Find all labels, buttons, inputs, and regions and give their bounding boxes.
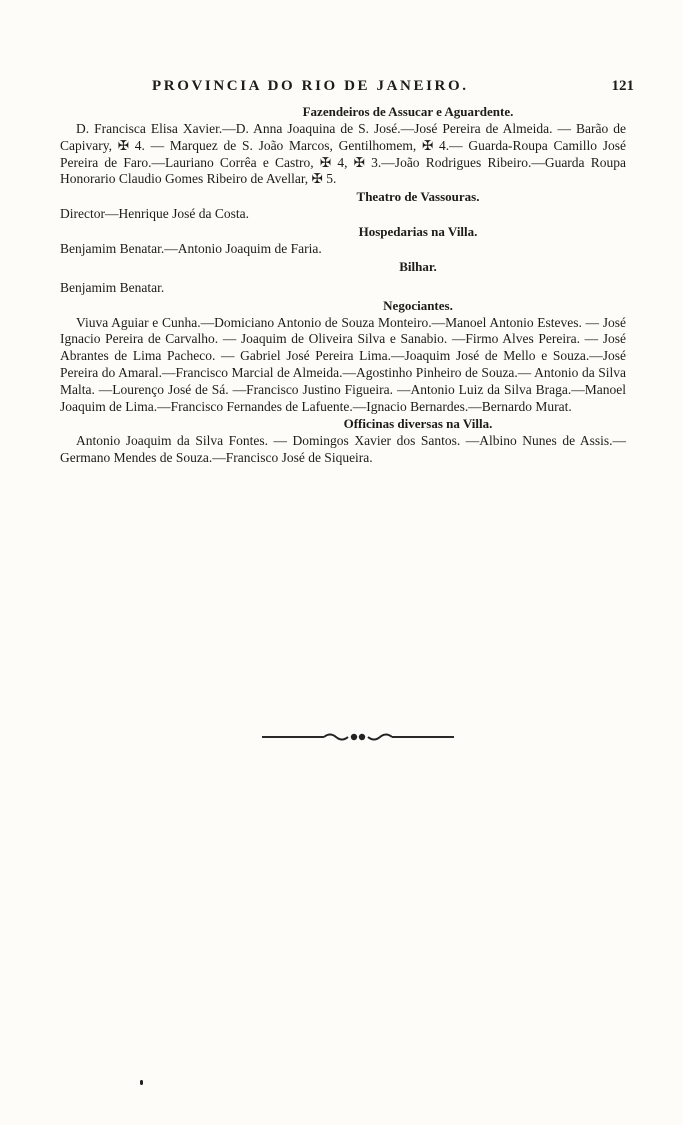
section-heading: Officinas diversas na Villa. [343, 416, 493, 432]
ornament-rule-right [392, 736, 454, 738]
section-heading: Hospedarias na Villa. [358, 223, 478, 239]
page-header-title: PROVINCIA DO RIO DE JANEIRO. [152, 78, 469, 94]
section-heading: Theatro de Vassouras. [356, 189, 480, 205]
section-paragraph: Benjamim Benatar. [60, 279, 165, 295]
section-heading: Negociantes. [383, 297, 453, 313]
page-number: 121 [611, 78, 634, 94]
ornament-rule-left [262, 736, 324, 738]
section-paragraph: Antonio Joaquim da Silva Fontes. — Domingos Xavier dos Santos. —Albino Nunes de Assis.— Germano Mendes de Souza.—Francisco José de Siqueira. [60, 433, 626, 466]
ornament-divider [262, 730, 454, 744]
running-head [60, 78, 634, 100]
section-paragraph: Director—Henrique José da Costa. [60, 206, 249, 222]
section-paragraph: D. Francisca Elisa Xavier.—D. Anna Joaquina de S. José.—José Pereira de Almeida. — Barão de Capivary, ✠ 4. — Marquez de S. João Marcos, Gentilhomem, ✠ 4.— Guarda-Roupa Camillo José Pereira de Faro.—Lauriano Corrêa e Castro, ✠ 4, ✠ 3.—João Rodrigues Ribeiro.—Guarda Roupa Honorario Claudio Gomes Ribeiro de Avellar, ✠ 5. [60, 121, 626, 187]
ink-speck [140, 1080, 143, 1085]
section-heading: Fazendeiros de Assucar e Aguardente. [302, 104, 514, 119]
section-paragraph: Viuva Aguiar e Cunha.—Domiciano Antonio de Souza Monteiro.—Manoel Antonio Esteves. — José Ignacio Pereira de Carvalho. — Joaquim de Oliveira Silva e Sanabio. —Firmo Alves Pereira. — José Abrantes de Lima Pacheco. — Gabriel José Pereira Lima.—Joaquim José de Mello e Souza.—José Pereira do Amaral.—Francisco Marcial de Almeida.—Agostinho Pinheiro de Souza.— Antonio da Silva Malta. —Lourenço José de Sá. —Francisco Justino Figueira. —Antonio Luiz da Silva Braga.—Manoel Joaquim de Lima.—Francisco Fernandes de Lafuente.—Ignacio Bernardes.—Bernardo Murat. [60, 314, 626, 414]
ornament-flourish-icon [324, 731, 392, 743]
section-paragraph: Benjamim Benatar.—Antonio Joaquim de Faria. [60, 240, 322, 256]
page-body [60, 103, 626, 467]
section-heading: Bilhar. [399, 258, 437, 274]
